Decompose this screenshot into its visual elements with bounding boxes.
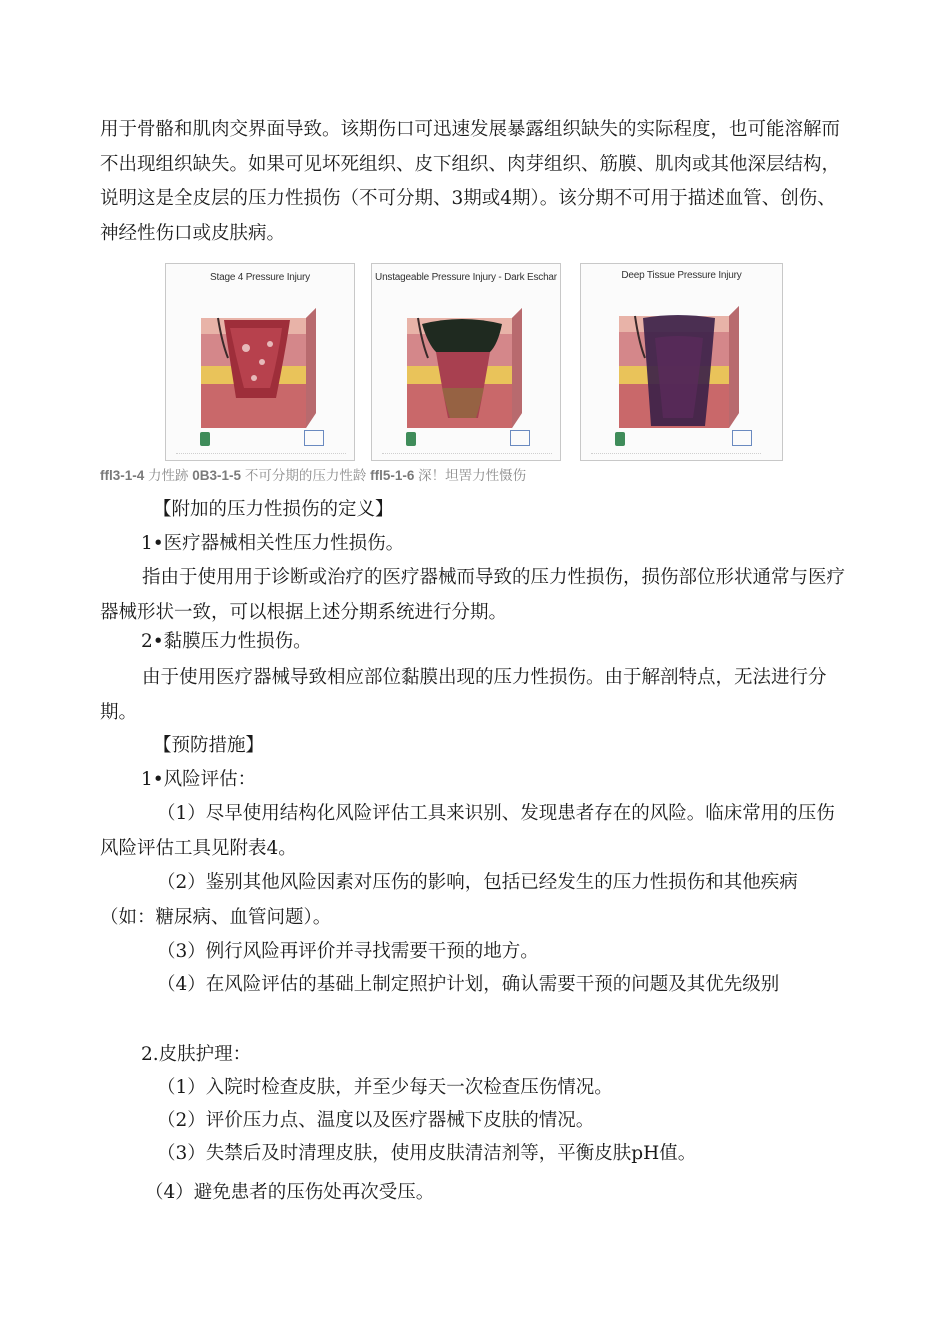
risk-assessment-title: 1•风险评估： [141,769,257,790]
caption-figure-number: ffl5-1-6 [370,468,415,483]
item-body-mucosal: 由于使用医疗器械导致相应部位黏膜出现的压力性损伤。由于解剖特点，无法进行分期。 [100,667,827,723]
logo-icon [200,432,210,446]
logo-icon [615,432,625,446]
figure-footnote [176,453,346,456]
figure-unstageable [371,263,561,461]
publisher-logo-icon [304,430,324,446]
risk-item: （2）鉴别其他风险因素对压伤的影响，包括已经发生的压力性损伤和其他疾病（如：糖尿病、血管问题）。 [100,872,798,928]
caption-text: 力性跡 [144,468,193,483]
figure-deep-tissue [580,263,783,461]
logo-icon [406,432,416,446]
figure-caption [100,464,526,484]
item-body-device-related: 指由于使用用于诊断或治疗的医疗器械而导致的压力性损伤，损伤部位形状通常与医疗器械形状一致，可以根据上述分期系统进行分期。 [100,567,846,623]
skin-care-title: 2.皮肤护理： [141,1044,252,1065]
caption-figure-number: ffl3-1-4 [100,468,145,483]
skin-item: （1）入院时检查皮肤，并至少每天一次检查压伤情况。 [157,1077,613,1098]
section-heading-prevention: 【预防措施】 [153,735,265,756]
caption-figure-number: 0B3-1-5 [192,468,242,483]
unstageable-illustration-icon [372,288,562,438]
item-title-device-related: 1•医疗器械相关性压力性损伤。 [141,533,405,554]
figure-footnote [382,453,552,456]
publisher-logo-icon [732,430,752,446]
intro-paragraph: 用于骨骼和肌肉交界面导致。该期伤口可迅速发展暴露组织缺失的实际程度，也可能溶解而不出现组织缺失。如果可见坏死组织、皮下组织、肉芽组织、筋膜、肌肉或其他深层结构，说明这是全皮层的压力性损伤（不可分期、3期或4期）。该分期不可用于描述血管、创伤、神经性伤口或皮肤病。 [100,119,841,244]
caption-text: 深！坦罟力性慑伤 [414,468,527,483]
risk-item: （3）例行风险再评价并寻找需要干预的地方。 [157,941,539,962]
figure-title: Stage 4 Pressure Injury [210,272,310,283]
publisher-logo-icon [510,430,530,446]
deep-tissue-illustration-icon [581,288,784,438]
section-heading-additional: 【附加的压力性损伤的定义】 [153,499,394,520]
figure-stage4 [165,263,355,461]
skin-item: （3）失禁后及时清理皮肤，使用皮肤清洁剂等，平衡皮肤pH值。 [157,1143,697,1164]
figure-footnote [591,453,761,456]
stage4-illustration-icon [166,288,356,438]
skin-item: （4）避免患者的压伤处再次受压。 [145,1182,435,1203]
risk-item: （4）在风险评估的基础上制定照护计划，确认需要干预的问题及其优先级别 [157,974,780,995]
figure-title: Unstageable Pressure Injury - Dark Eschar [375,272,557,283]
skin-item: （2）评价压力点、温度以及医疗器械下皮肤的情况。 [157,1110,595,1131]
item-title-mucosal: 2•黏膜压力性损伤。 [141,631,312,652]
figure-title: Deep Tissue Pressure Injury [621,270,742,281]
figure-row [165,263,790,463]
caption-text: 不可分期的压力性龄 [241,468,371,483]
risk-item: （1）尽早使用结构化风险评估工具来识别、发现患者存在的风险。临床常用的压伤风险评估工具见附表4。 [100,803,835,859]
